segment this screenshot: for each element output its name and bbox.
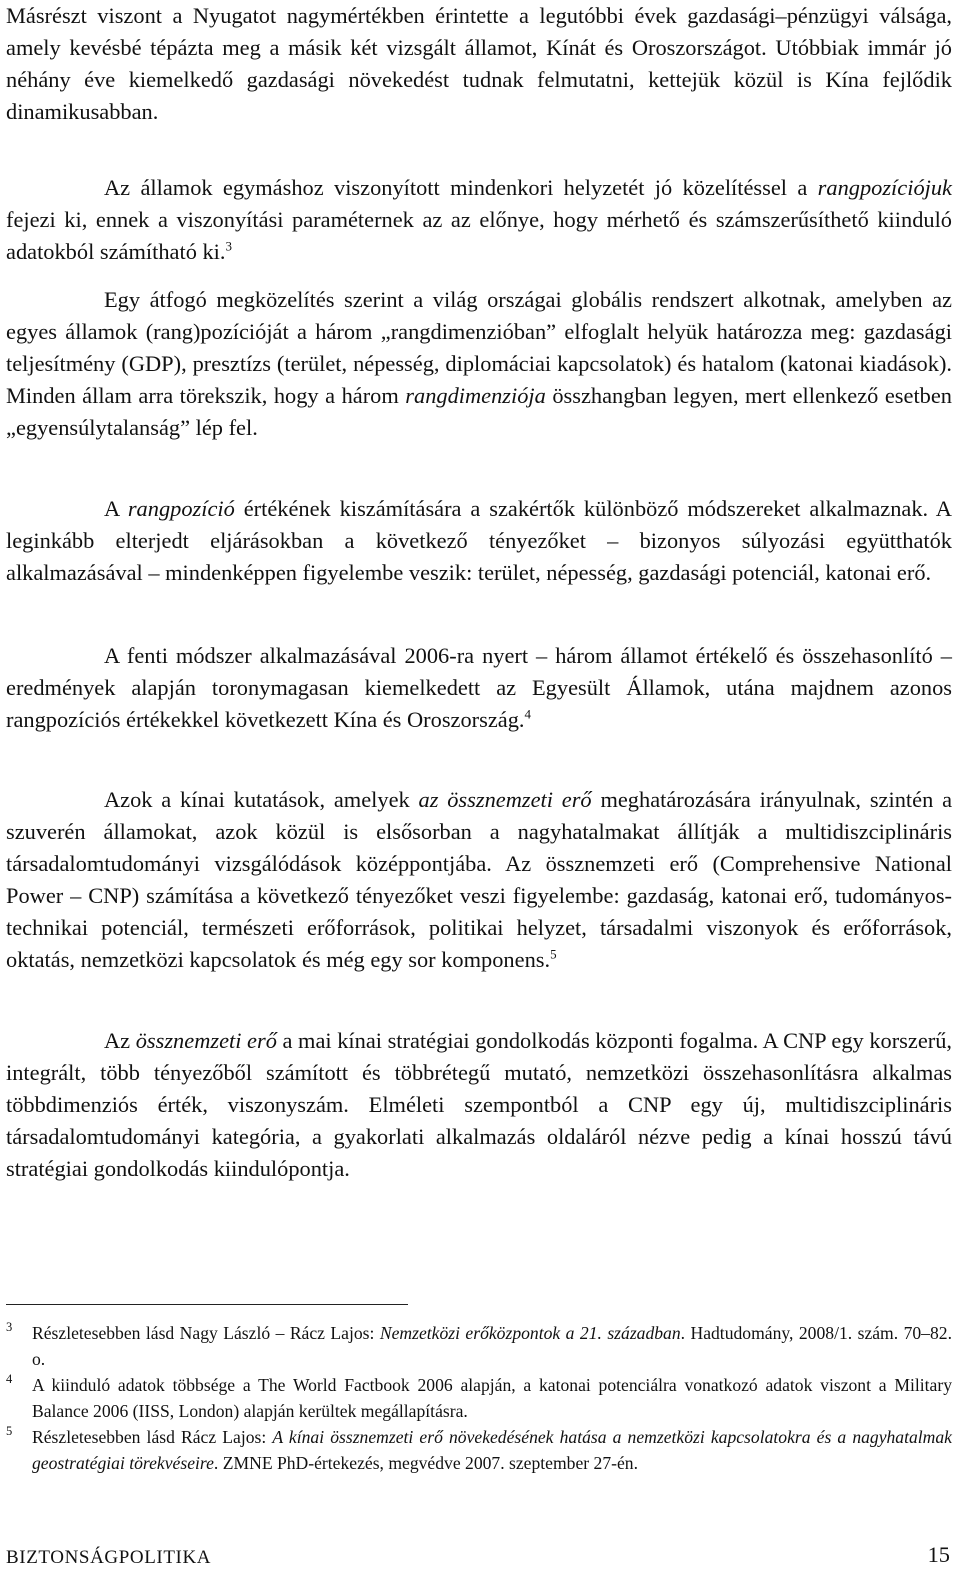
journal-name: BIZTONSÁGPOLITIKA [6,1547,212,1568]
footnote-number: 3 [6,1320,13,1334]
text-run: . Hadtudomány, 2008/1. szám. 70–82. o. [32,1323,952,1369]
paragraph-1 [6,0,952,128]
text-run: A kiinduló adatok többsége a The World Factbook 2006 alapján, a katonai potenciálra vonatkozó adatok viszont a Military Balance 2006 (IISS, London) alapján kerültek megállapításra. [32,1375,952,1421]
paragraph-4 [6,493,952,589]
footnote-number: 5 [6,1424,13,1438]
footnote-text [32,1323,952,1369]
text-run: Másrészt viszont a Nyugatot nagymértékben érintette a legutóbbi évek gazdasági–pénzügyi válsága, amely kevésbé tépázta meg a másik két vizsgált államot, Kínát és Oroszországot. Utóbbiak immár jó néhány éve kiemelkedő gazdasági növekedést tudnak felmutatni, kettejük közül is Kína fejlődik dinamikusabban. [6,3,952,124]
footnote-separator [6,1304,408,1305]
text-run: . ZMNE PhD-értekezés, megvédve 2007. szeptember 27-én. [213,1453,638,1473]
text-run: Azok a kínai kutatások, amelyek [104,787,419,812]
italic-term: rangdimenziója [405,383,546,408]
paragraph-7 [6,1025,952,1185]
italic-term: Nemzetközi erőközpontok a 21. században [379,1323,681,1343]
text-run: Egy átfogó megközelítés szerint a világ országai globális rendszert alkotnak, amelyben az egyes államok (rang)pozícióját a három „rangdimenzióban” elfoglalt helyük határozza meg: gazdasági teljesítmény (GDP), presztízs (terület, népesség, diplomáciai kapcsolatok) és hatalom (katonai kiadások). Minden állam arra törekszik, hogy a három [6,287,952,408]
footnotes [6,1320,952,1476]
footnote-ref: 3 [225,238,233,254]
text-run: Az államok egymáshoz viszonyított mindenkori helyzetét jó közelítéssel a [104,175,818,200]
paragraph-5 [6,640,952,736]
footnote-5 [6,1424,952,1476]
footnote-4 [6,1372,952,1424]
footnote-number: 4 [6,1372,13,1386]
paragraph-3 [6,284,952,444]
text-run: értékének kiszámítására a szakértők különböző módszereket alkalmaznak. A leginkább elterjedt eljárásokban a következő tényezőket – bizonyos súlyozási együtthatók alkalmazásával – mindenképpen figyelembe veszik: terület, népesség, gazdasági potenciál, katonai erő. [6,496,952,585]
text-run: Részletesebben lásd Rácz Lajos: [32,1427,273,1447]
text-run: összhangban legyen, mert ellenkező esetben „egyensúlytalanság” lép fel. [6,383,953,440]
page-number: 15 [927,1542,950,1567]
italic-term: az össznemzeti erő [418,787,592,812]
italic-term: rangpozíció [127,496,235,521]
text-run: fejezi ki, ennek a viszonyítási paraméternek az az előnye, hogy mérhető és számszerűsíthető kiinduló adatokból számítható ki. [6,207,952,264]
footnote-text [32,1375,952,1421]
text-run: Részletesebben lásd Nagy László – Rácz Lajos: [32,1323,380,1343]
paragraph-2 [6,172,952,268]
text-run: meghatározására irányulnak, szintén a szuverén államokat, azok közül is elsősorban a nagyhatalmakat állítják a multidiszciplináris társadalomtudományi vizsgálódások középpontjába. Az össznemzeti erő (Comprehensive National Power – CNP) számítása a következő tényezőket veszi figyelembe: gazdaság, katonai erő, tudományos-technikai potenciál, természeti erőforrások, politikai helyzet, társadalmi viszonyok és erőforrások, oktatás, nemzetközi kapcsolatok és még egy sor komponens. [6,787,953,972]
paragraph-6 [6,784,952,976]
footnote-text [32,1427,952,1473]
italic-term: rangpozíciójuk [817,175,952,200]
footnote-ref: 5 [550,946,557,962]
italic-term: össznemzeti erő [135,1028,277,1053]
italic-term: A kínai össznemzeti erő növekedésének hatása a nemzetközi kapcsolatokra és a nagyhatalmak geostratégiai törekvéseire [32,1427,952,1473]
footnote-3 [6,1320,952,1372]
text-run: A fenti módszer alkalmazásával 2006-ra nyert – három államot értékelő és összehasonlító – eredmények alapján toronymagasan kiemelkedett az Egyesült Államok, utána majdnem azonos rangpozíciós értékekkel következett Kína és Oroszország. [6,643,952,732]
text-run: a mai kínai stratégiai gondolkodás központi fogalma. A CNP egy korszerű, integrált, több tényezőből számított és többrétegű mutató, nemzetközi összehasonlításra alkalmas többdimenziós érték, viszonyszám. Elméleti szempontból a CNP egy új, multidiszciplináris társadalomtudományi kategória, a gyakorlati alkalmazás oldaláról nézve pedig a kínai hosszú távú stratégiai gondolkodás kiindulópontja. [6,1028,953,1181]
text-run: Az [104,1028,136,1053]
text-run: A [104,496,128,521]
footnote-ref: 4 [524,706,532,722]
